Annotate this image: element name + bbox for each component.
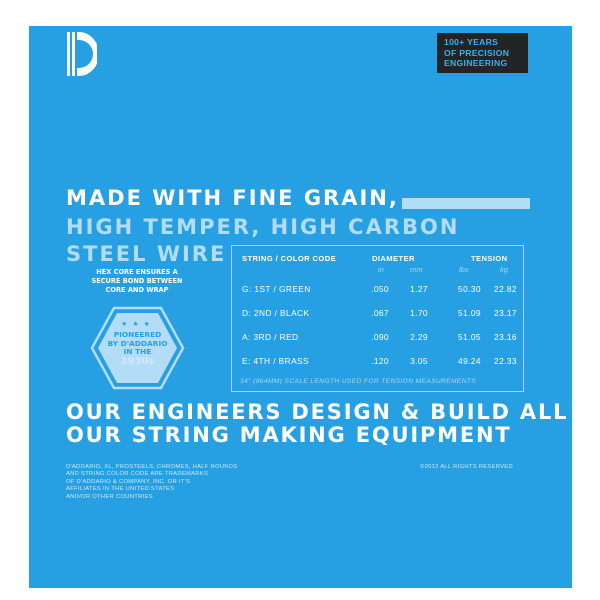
stars-icon: ★★★ xyxy=(121,320,155,328)
row-kg: 23.17 xyxy=(494,308,517,318)
trademark-line: AFFILIATES IN THE UNITED STATES xyxy=(66,486,175,493)
row-string: A: 3RD / RED xyxy=(242,332,299,342)
row-mm: 3.05 xyxy=(410,356,428,366)
statement-line-2: OUR STRING MAKING EQUIPMENT xyxy=(66,423,512,447)
badge-line: 100+ YEARS xyxy=(444,37,499,47)
pioneered-year: 1930s xyxy=(120,355,155,367)
pioneered-line: PIONEERED xyxy=(113,330,162,339)
trademark-line: D'ADDARIO, XL, PROSTEELS, CHROMES, HALF ROUNDS xyxy=(66,464,238,470)
trademark-line: AND/OR OTHER COUNTRIES. xyxy=(66,493,155,500)
headline-line-2: HIGH TEMPER, HIGH CARBON xyxy=(66,215,460,239)
row-lbs: 51.09 xyxy=(458,308,481,318)
headline-line-3: STEEL WIRE xyxy=(66,242,227,266)
hex-core-note-line: CORE AND WRAP xyxy=(105,286,169,294)
row-mm: 1.70 xyxy=(410,308,428,318)
row-in: .090 xyxy=(371,332,389,342)
row-in: .120 xyxy=(371,356,389,366)
row-kg: 23.16 xyxy=(494,332,517,342)
row-in: .050 xyxy=(371,284,389,294)
row-lbs: 51.05 xyxy=(458,332,481,342)
row-string: E: 4TH / BRASS xyxy=(242,356,310,366)
row-mm: 1.27 xyxy=(410,284,428,294)
pioneered-line: BY D'ADDARIO xyxy=(107,338,168,348)
daddario-d-logo-icon xyxy=(67,32,97,76)
row-in: .067 xyxy=(371,308,389,318)
unit-lbs: lbs xyxy=(459,265,469,274)
pioneered-line: IN THE xyxy=(123,347,152,357)
hex-core-note-line: HEX CORE ENSURES A xyxy=(96,268,178,276)
hex-core-note xyxy=(70,268,204,295)
header-tension: TENSION xyxy=(471,254,508,263)
pioneered-badge-text xyxy=(92,331,183,366)
badge-line: OF PRECISION xyxy=(444,47,510,58)
trademark-line: AND STRING COLOR CODE ARE TRADEMARKS xyxy=(66,471,209,478)
row-lbs: 49.24 xyxy=(458,356,481,366)
headline-accent-bar xyxy=(402,198,530,209)
row-string: G: 1ST / GREEN xyxy=(242,284,311,294)
copyright-notice: ©2012 ALL RIGHTS RESERVED xyxy=(420,464,513,470)
row-lbs: 50.30 xyxy=(458,284,481,294)
header-diameter: DIAMETER xyxy=(372,254,415,263)
scale-length-footnote: 34" (864MM) SCALE LENGTH USED FOR TENSION MEASUREMENTS xyxy=(240,378,477,385)
unit-kg: kg xyxy=(500,265,509,274)
unit-mm: mm xyxy=(410,265,423,274)
statement-line-1: OUR ENGINEERS DESIGN & BUILD ALL xyxy=(66,400,569,424)
row-mm: 2.29 xyxy=(410,332,428,342)
row-kg: 22.33 xyxy=(494,356,517,366)
headline-line-1: MADE WITH FINE GRAIN, xyxy=(66,186,399,210)
row-kg: 22.82 xyxy=(494,284,517,294)
years-of-engineering-badge xyxy=(437,33,528,73)
trademark-notice xyxy=(66,464,237,501)
header-string: STRING / COLOR CODE xyxy=(242,254,337,263)
unit-in: in xyxy=(378,265,384,274)
row-string: D: 2ND / BLACK xyxy=(242,308,310,318)
badge-line: ENGINEERING xyxy=(444,58,508,68)
hex-core-note-line: SECURE BOND BETWEEN xyxy=(91,277,183,285)
trademark-line: OF D'ADDARIO & COMPANY, INC. OR IT'S xyxy=(66,478,191,485)
